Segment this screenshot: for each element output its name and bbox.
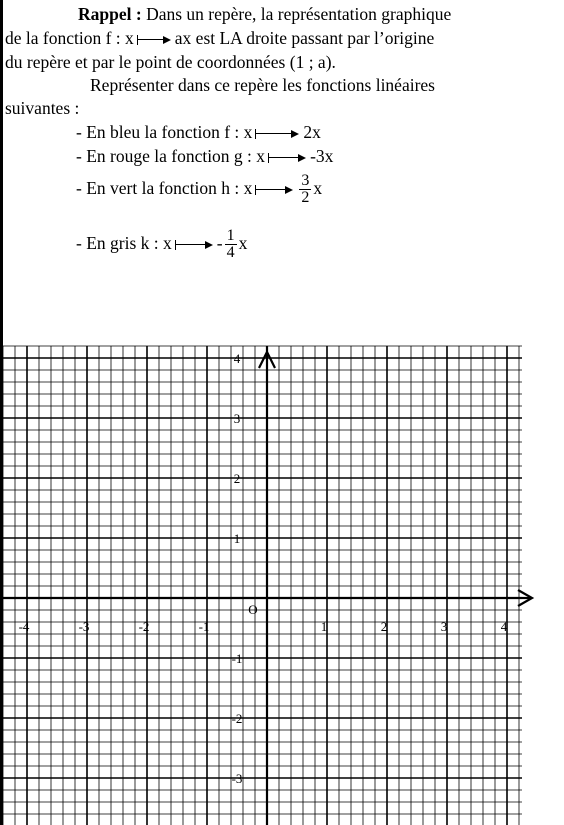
x-tick-label: 3 bbox=[440, 619, 448, 634]
x-tick-label: -1 bbox=[198, 619, 210, 634]
function-f-result: 2x bbox=[303, 122, 321, 142]
y-tick-label: 3 bbox=[233, 411, 241, 426]
x-tick-label: 4 bbox=[500, 619, 508, 634]
function-g-result: -3x bbox=[310, 146, 334, 166]
function-h-suffix: x bbox=[313, 178, 323, 198]
consigne-line-2: suivantes : bbox=[5, 98, 80, 118]
function-k-prefix: - En gris k : x bbox=[76, 233, 172, 253]
y-tick-label: 1 bbox=[233, 531, 241, 546]
y-tick-label: -3 bbox=[231, 771, 243, 786]
x-tick-label: -3 bbox=[78, 619, 90, 634]
function-k-sign: - bbox=[216, 233, 223, 253]
rappel-text-2a: de la fonction f : x bbox=[5, 28, 134, 48]
rappel-text-2b: ax est LA droite passant par l’origine bbox=[174, 28, 435, 48]
rappel-text-1: Dans un repère, la représentation graphique bbox=[146, 4, 452, 24]
x-tick-label: -4 bbox=[18, 619, 30, 634]
function-f-prefix: - En bleu la fonction f : x bbox=[76, 122, 253, 142]
y-tick-label: 2 bbox=[233, 471, 241, 486]
function-k-suffix: x bbox=[238, 233, 248, 253]
origin-label: O bbox=[248, 602, 258, 617]
x-tick-label: -2 bbox=[138, 619, 150, 634]
y-tick-label: -2 bbox=[231, 711, 243, 726]
fraction-three-halves: $\frac{3}{2}$ bbox=[301, 172, 310, 207]
rappel-title: Rappel : bbox=[78, 4, 142, 24]
fraction-one-quarter: $\frac{1}{4}$ bbox=[226, 227, 235, 262]
consigne-line-1: Représenter dans ce repère les fonctions linéaires bbox=[90, 75, 435, 95]
x-tick-label: 1 bbox=[320, 619, 328, 634]
function-g-prefix: - En rouge la fonction g : x bbox=[76, 146, 266, 166]
rappel-line-3: du repère et par le point de coordonnées (1 ; a). bbox=[5, 52, 336, 72]
y-tick-label: -1 bbox=[231, 651, 243, 666]
y-tick-label: 4 bbox=[233, 351, 241, 366]
x-tick-label: 2 bbox=[380, 619, 388, 634]
function-h-prefix: - En vert la fonction h : x bbox=[76, 178, 253, 198]
